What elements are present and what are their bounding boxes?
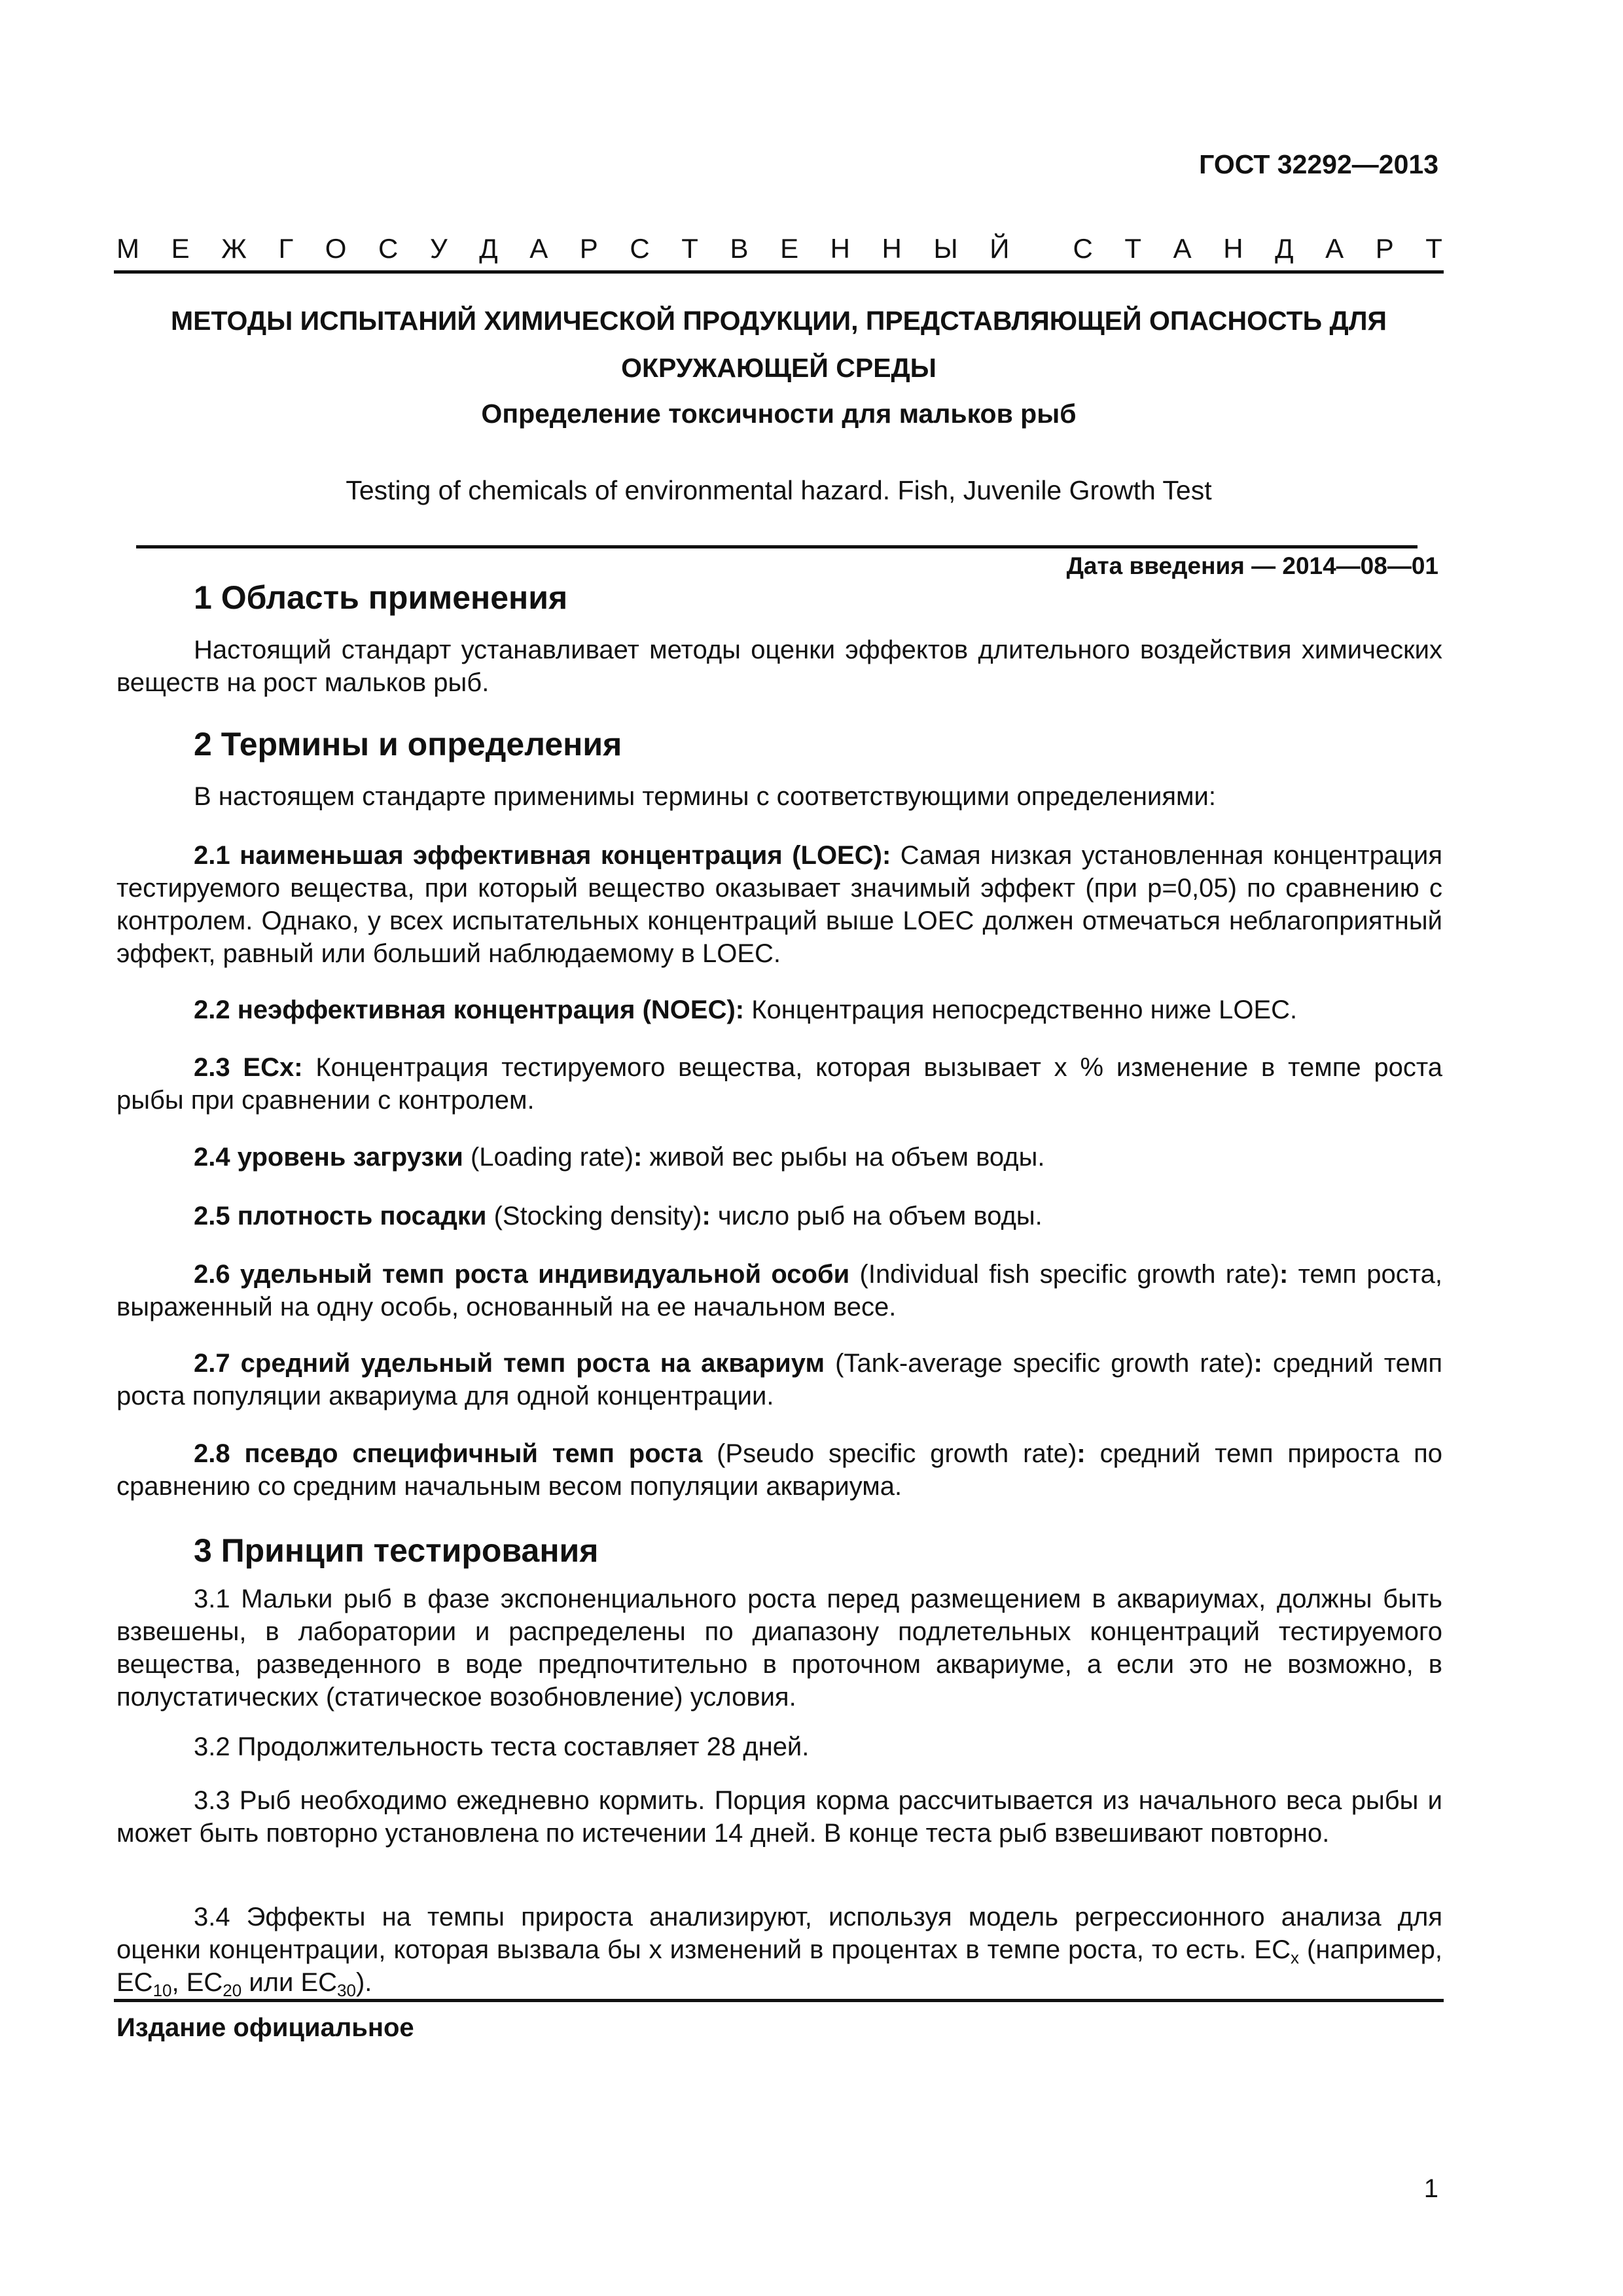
term-2-5: 2.5 плотность посадки (Stocking density): число рыб на объем воды. xyxy=(194,1202,1043,1230)
page-number: 1 xyxy=(1423,2174,1438,2203)
document-number: ГОСТ 32292—2013 xyxy=(1199,149,1438,179)
section-heading-scope: 1 Область применения xyxy=(194,579,568,616)
term-2-2: 2.2 неэффективная концентрация (NOEC): Концентрация непосредственно ниже LOEC. xyxy=(194,996,1298,1024)
term-2-1: 2.1 наименьшая эффективная концентрация (LOEC): Самая низкая установленная концентрация тестируемого вещества, при который вещество оказывает значимый эффект (при р=0,05) по сравнению с контролем. Однако, у всех испытательных концентраций выше LOEC должен отмечаться неблагоприятный эффект, равный или больший наблюдаемому в LOEC. xyxy=(116,841,1442,968)
term-2-7: 2.7 средний удельный темп роста на аквариум (Tank-average specific growth rate): средний темп роста популяции аквариума для одной концентрации. xyxy=(116,1349,1443,1410)
term-2-3: 2.3 ECx: Концентрация тестируемого вещества, которая вызывает х % изменение в темпе роста рыбы при сравнении с контролем. xyxy=(116,1053,1442,1115)
footer-rule xyxy=(114,1999,1444,2002)
header-rule xyxy=(114,270,1444,274)
document-subtitle: Определение токсичности для мальков рыб xyxy=(481,399,1077,429)
edition-label: Издание официальное xyxy=(116,2013,414,2042)
paragraph-terms-intro: В настоящем стандарте применимы термины с соответствующими определениями: xyxy=(194,782,1216,811)
english-title: Testing of chemicals of environmental hazard. Fish, Juvenile Growth Test xyxy=(346,475,1212,505)
paragraph-scope: Настоящий стандарт устанавливает методы оценки эффектов длительного воздействия химических веществ на рост мальков рыб. xyxy=(116,636,1442,697)
section-heading-principle: 3 Принцип тестирования xyxy=(194,1532,599,1569)
title-rule xyxy=(136,545,1418,548)
term-2-6: 2.6 удельный темп роста индивидуальной особи (Individual fish specific growth rate): темп роста, выраженный на одну особь, основанный на ее начальном весе. xyxy=(116,1260,1442,1321)
term-2-8: 2.8 псевдо специфичный темп роста (Pseudo specific growth rate): средний темп прироста по сравнению со средним начальным весом популяции аквариума. xyxy=(116,1439,1442,1501)
paragraph-3-3: 3.3 Рыб необходимо ежедневно кормить. Порция корма рассчитывается из начального веса рыбы и может быть повторно установлена по истечении 14 дней. В конце теста рыб взвешивают повторно. xyxy=(116,1786,1442,1848)
paragraph-3-4: 3.4 Эффекты на темпы прироста анализируют, используя модель регрессионного анализа для оценки концентрации, которая вызвала бы х изменений в процентах в темпе роста, то есть. $EC_x$ (например, $EC_{10}$, $EC_{20}$ или $EC_{30}$). xyxy=(116,1903,1443,2000)
section-heading-terms: 2 Термины и определения xyxy=(194,726,622,762)
paragraph-3-2: 3.2 Продолжительность теста составляет 28 дней. xyxy=(194,1732,810,1761)
introduction-date: Дата введения — 2014—08—01 xyxy=(1066,552,1438,579)
interstate-standard-heading: М Е Ж Г О С У Д А Р С Т В Е Н Н Ы Й С Т А Н Д А Р Т xyxy=(116,233,1442,264)
document-title: МЕТОДЫ ИСПЫТАНИЙ ХИМИЧЕСКОЙ ПРОДУКЦИИ, ПРЕДСТАВЛЯЮЩЕЙ ОПАСНОСТЬ ДЛЯ ОКРУЖАЮЩЕЙ СРЕДЫ xyxy=(171,306,1387,383)
term-2-4: 2.4 уровень загрузки (Loading rate): живой вес рыбы на объем воды. xyxy=(194,1143,1045,1172)
paragraph-3-1: 3.1 Мальки рыб в фазе экспоненциального роста перед размещением в аквариумах, должны быть взвешены, в лаборатории и распределены по диапазону подлетельных концентраций тестируемого вещества, разведенного в воде предпочтительно в проточном аквариуме, а если это не возможно, в полустатических (статическое возобновление) условия. xyxy=(116,1585,1442,1712)
